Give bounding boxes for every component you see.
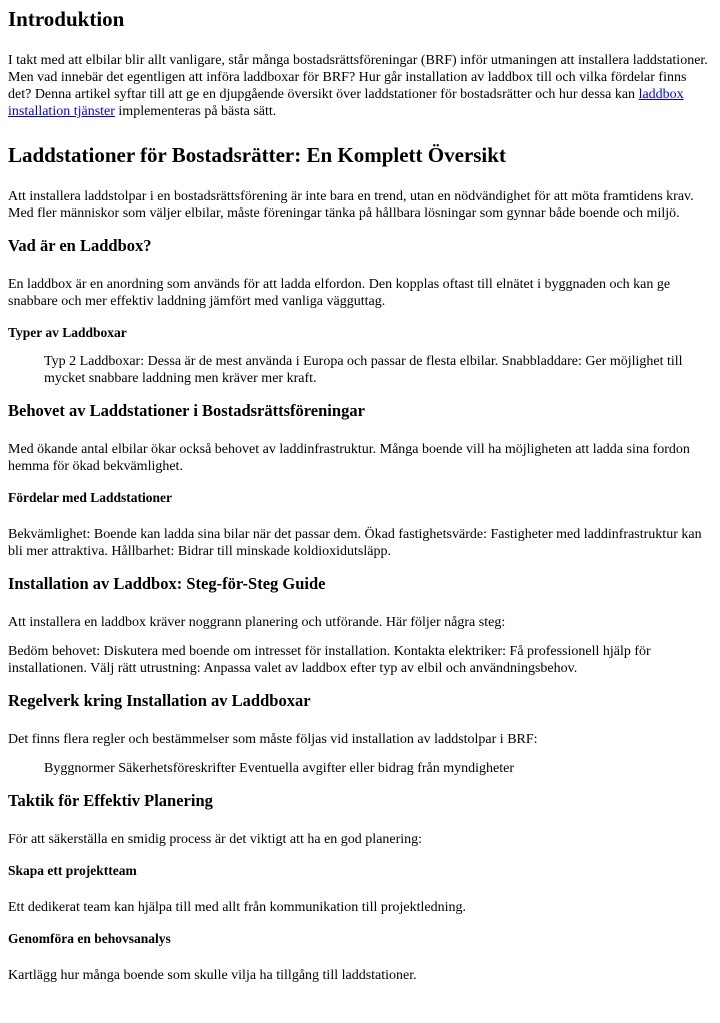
what-is-heading: Vad är en Laddbox? xyxy=(8,236,152,255)
installation-heading: Installation av Laddbox: Steg-för-Steg Guide xyxy=(8,574,326,593)
types-list: Typ 2 Laddboxar: Dessa är de mest använda i Europa och passar de flesta elbilar. Snabbladdare: Ger möjlighet till mycket snabbare laddning men kräver mer kraft. xyxy=(44,354,683,386)
regulations-paragraph: Det finns flera regler och bestämmelser som måste följas vid installation av laddstolpar i BRF: xyxy=(8,732,538,747)
planning-heading: Taktik för Effektiv Planering xyxy=(8,791,213,810)
project-team-paragraph: Ett dedikerat team kan hjälpa till med allt från kommunikation till projektledning. xyxy=(8,900,466,915)
regulations-list: Byggnormer Säkerhetsföreskrifter Eventuella avgifter eller bidrag från myndigheter xyxy=(44,761,514,776)
need-heading: Behovet av Laddstationer i Bostadsrättsföreningar xyxy=(8,401,365,420)
overview-paragraph: Att installera laddstolpar i en bostadsrättsförening är inte bara en trend, utan en nödvändighet för att möta framtidens krav. Med fler människor som väljer elbilar, måste föreningar tänka på hållbara lösningar som gynnar både boende och miljö. xyxy=(8,189,694,221)
planning-paragraph: För att säkerställa en smidig process är det viktigt att ha en god planering: xyxy=(8,832,423,847)
laddbox-installation-link[interactable]: laddbox installation tjänster xyxy=(8,87,684,119)
need-paragraph: Med ökande antal elbilar ökar också behovet av laddinfrastruktur. Många boende vill ha möjligheten att ladda sina fordon hemma för ökad bekvämlighet. xyxy=(8,442,690,474)
overview-heading: Laddstationer för Bostadsrätter: En Komplett Översikt xyxy=(8,143,506,167)
needs-analysis-heading: Genomföra en behovsanalys xyxy=(8,931,171,946)
regulations-heading: Regelverk kring Installation av Laddboxar xyxy=(8,691,311,710)
needs-analysis-paragraph: Kartlägg hur många boende som skulle vilja ha tillgång till laddstationer. xyxy=(8,968,417,983)
project-team-heading: Skapa ett projektteam xyxy=(8,863,137,878)
intro-text-after-link: implementeras på bästa sätt. xyxy=(114,104,277,119)
intro-paragraph xyxy=(8,52,712,120)
benefits-paragraph: Bekvämlighet: Boende kan ladda sina bilar när det passar dem. Ökad fastighetsvärde: Fastigheter med laddinfrastruktur kan bli mer attraktiva. Hållbarhet: Bidrar till minskade koldioxidutsläpp. xyxy=(8,527,702,559)
benefits-heading: Fördelar med Laddstationer xyxy=(8,490,172,505)
intro-heading: Introduktion xyxy=(8,7,125,31)
article xyxy=(0,6,720,984)
installation-steps: Bedöm behovet: Diskutera med boende om intresset för installation. Kontakta elektriker: Få professionell hjälp för installationen. Välj rätt utrustning: Anpassa valet av laddbox efter typ av elbil och användningsbehov. xyxy=(8,644,651,676)
what-is-paragraph: En laddbox är en anordning som används för att ladda elfordon. Den kopplas oftast till elnätet i byggnaden och kan ge snabbare och mer effektiv laddning jämfört med vanliga vägguttag. xyxy=(8,277,671,309)
intro-text-before-link: I takt med att elbilar blir allt vanligare, står många bostadsrättsföreningar (BRF) inför utmaningen att installera laddstationer. Men vad innebär det egentligen att införa laddboxar för BRF? Hur går installation av laddbox till och vilka fördelar finns det? Denna artikel syftar till att ge en djupgående översikt över laddstationer för bostadsrätter och hur dessa kan xyxy=(8,53,708,102)
installation-intro: Att installera en laddbox kräver noggrann planering och utförande. Här följer några steg: xyxy=(8,615,506,630)
types-heading: Typer av Laddboxar xyxy=(8,325,127,340)
